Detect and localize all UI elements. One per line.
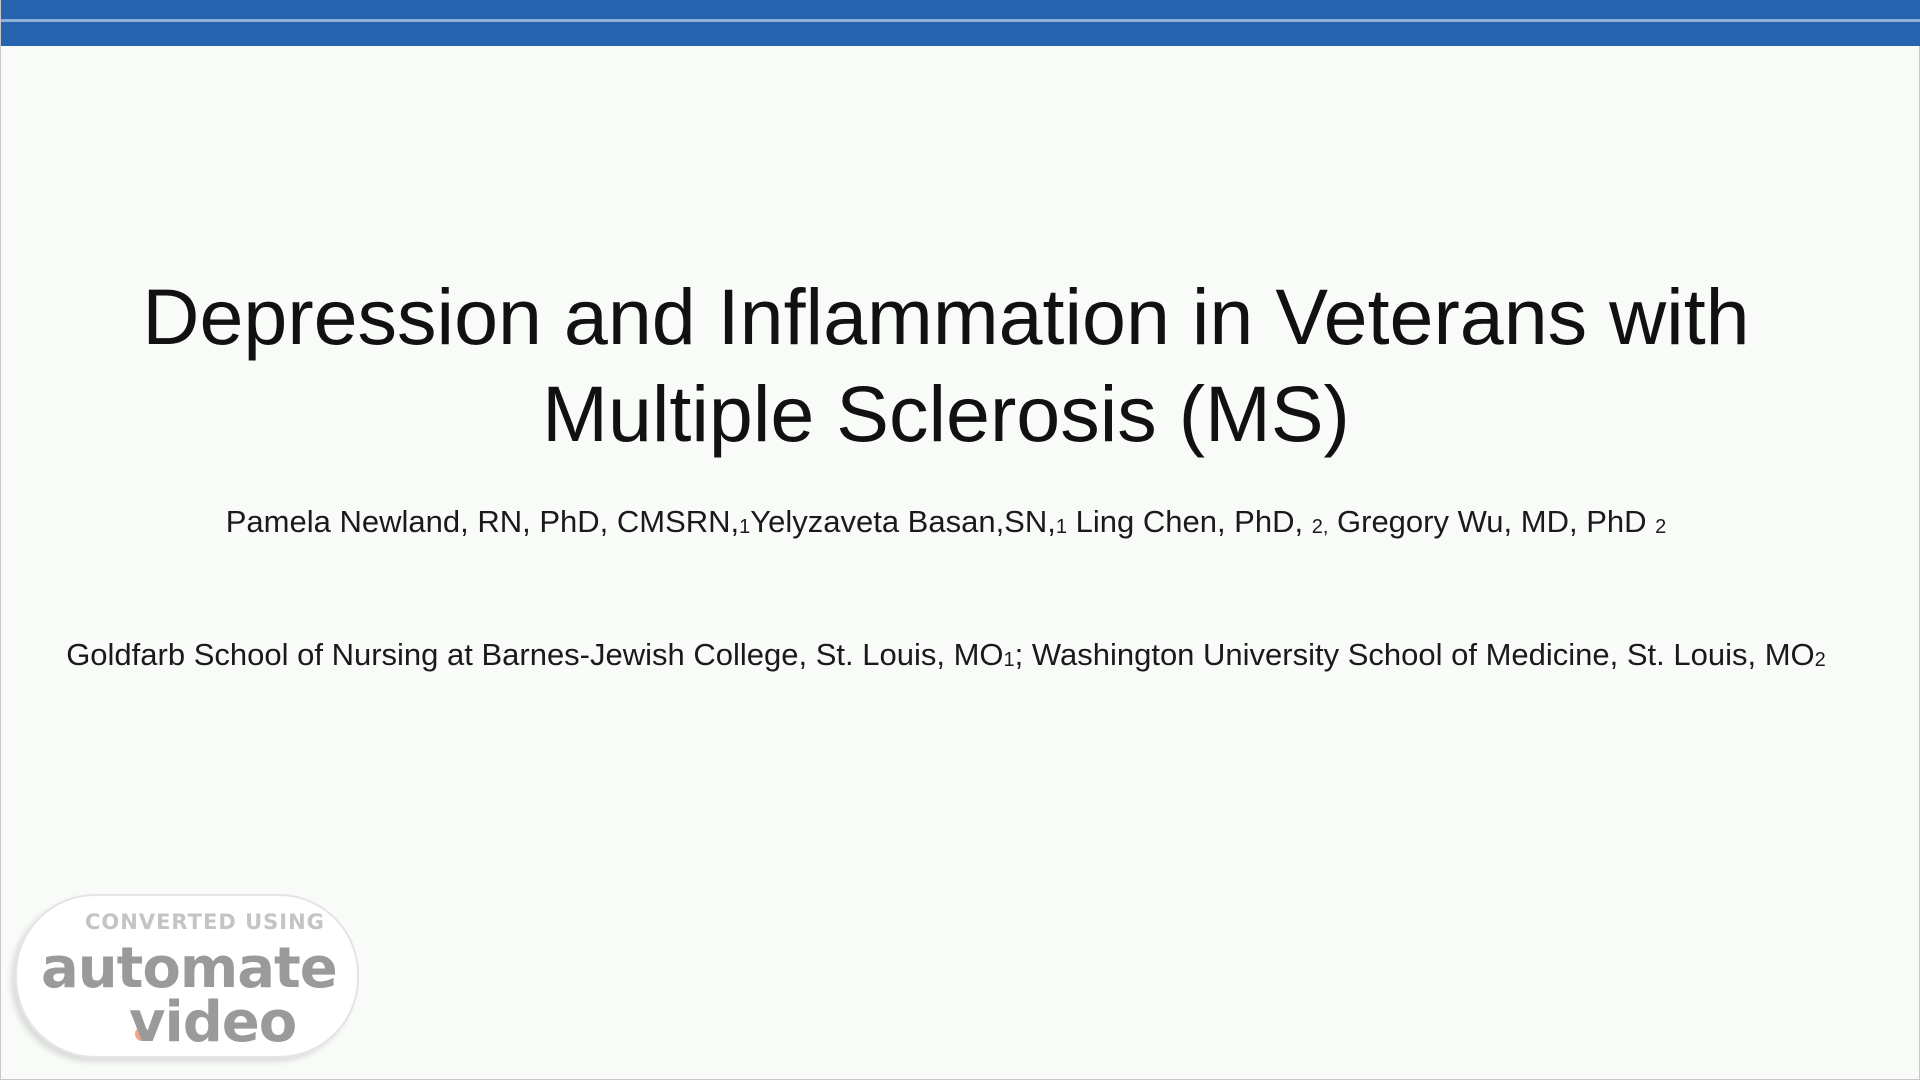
author-1: Pamela Newland, RN, PhD, CMSRN, [225, 504, 740, 539]
affiliation-1-marker: 1 [1003, 649, 1015, 671]
affiliation-1: Goldfarb School of Nursing at Barnes-Jewish College, St. Louis, MO [66, 637, 1004, 672]
author-3: Ling Chen, PhD, [1067, 504, 1312, 539]
author-3-affiliation-marker: 2, [1311, 516, 1329, 538]
title-line-1: Depression and Inflammation in Veterans with [142, 272, 1750, 361]
watermark-caption: CONVERTED USING [85, 910, 325, 934]
affiliation-2-marker: 2 [1814, 649, 1826, 671]
watermark-logo-word-2: video [129, 990, 297, 1055]
author-4-affiliation-marker: 2 [1655, 516, 1667, 538]
author-2: Yelyzaveta Basan,SN, [750, 504, 1056, 539]
affiliation-2: ; Washington University School of Medicine, St. Louis, MO [1014, 637, 1815, 672]
converter-watermark [15, 894, 359, 1058]
title-line-2: Multiple Sclerosis (MS) [542, 369, 1350, 458]
affiliations [61, 633, 1831, 682]
author-list [61, 502, 1831, 547]
author-2-affiliation-marker: 1 [1055, 516, 1067, 538]
author-1-affiliation-marker: 1 [739, 516, 751, 538]
author-4: Gregory Wu, MD, PhD [1328, 504, 1656, 539]
top-banner-bar [1, 0, 1920, 46]
top-banner-stripe [1, 19, 1920, 22]
slide-title [61, 268, 1831, 462]
watermark-logo-word-1: automate [41, 936, 337, 1001]
